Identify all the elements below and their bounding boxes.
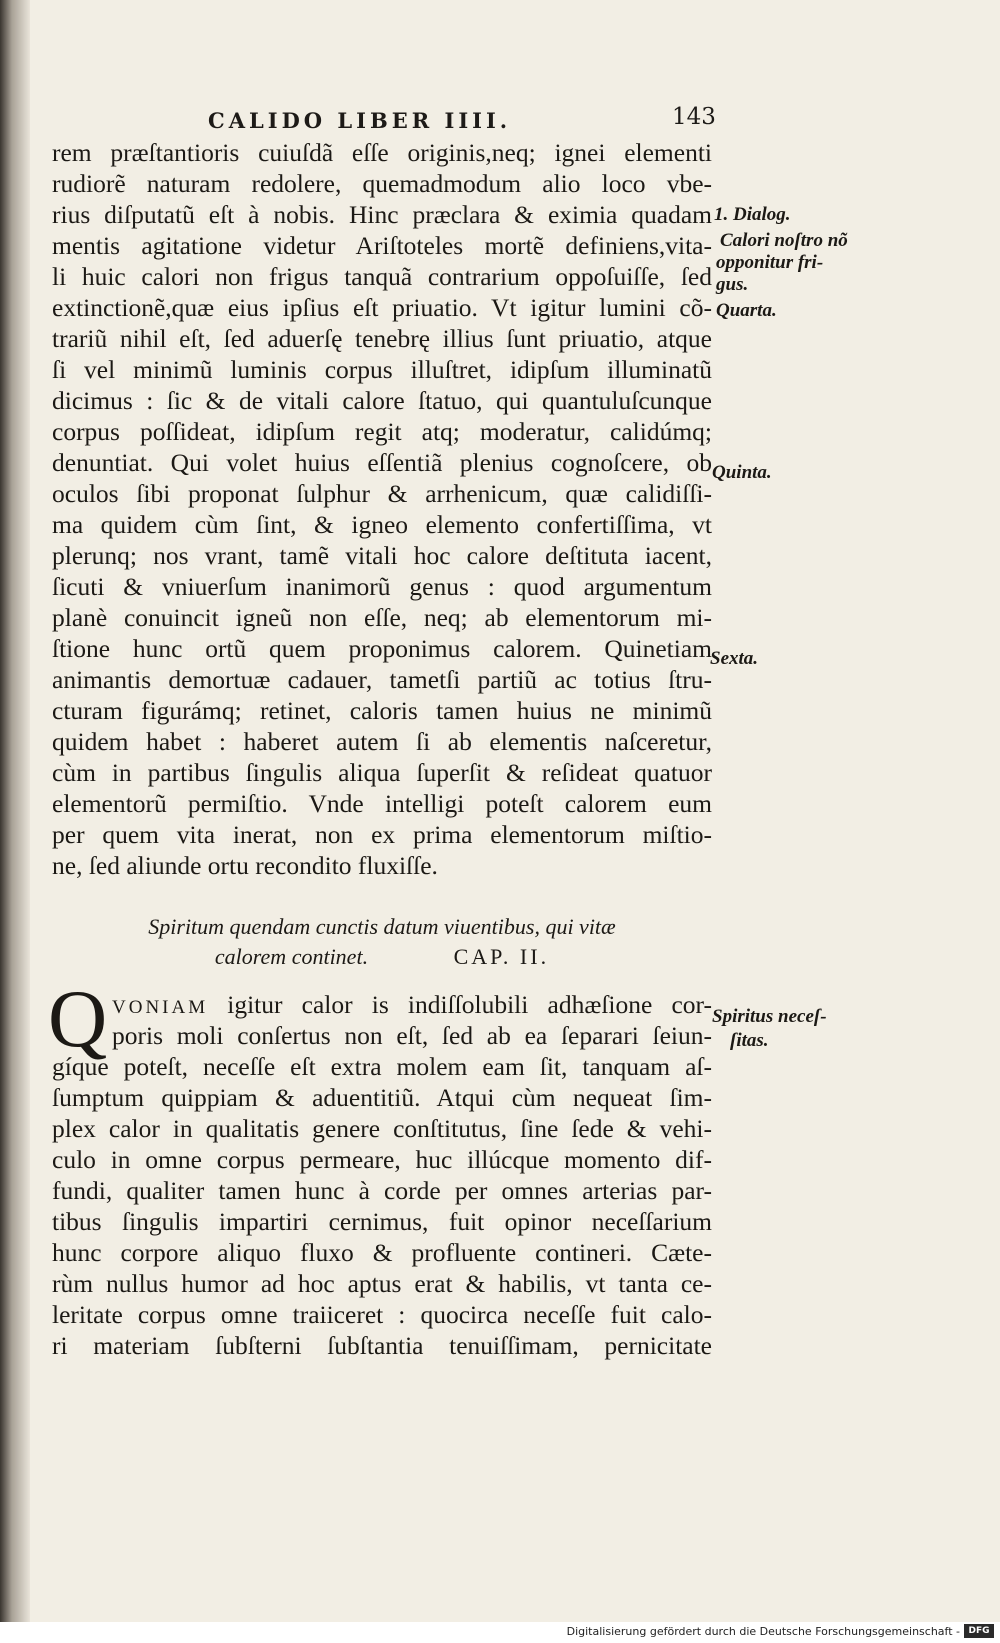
text-line: culo in omne corpus permeare, huc illúcque momento dif-: [52, 1145, 712, 1174]
text-line: ma quidem cùm ſint, & igneo elemento confertiſſima, vt: [52, 510, 712, 539]
text-line: ri materiam ſubſterni ſubſtantia tenuiſſimam, pernicitate: [52, 1331, 712, 1360]
text-block-1: [52, 137, 712, 881]
margin-note-sexta: Sexta.: [710, 648, 759, 669]
text-line: elementorũ permiſtio. Vnde intelligi poteſt calorem eum: [52, 789, 712, 818]
text-line: ſicuti & vniuerſum inanimorũ genus : quod argumentum: [52, 572, 712, 601]
text-line: mentis agitatione videtur Ariſtoteles mortẽ definiens,vita-: [52, 231, 712, 260]
chapter-title-line-2: [52, 942, 712, 972]
text-line: hunc corpore aliquo fluxo & profluente contineri. Cæte-: [52, 1238, 712, 1267]
text-line: plex calor in qualitatis genere conſtitutus, ſine ſede & vehi-: [52, 1114, 712, 1143]
margin-note-spiritus-2: ſitas.: [730, 1030, 769, 1051]
margin-note-quinta: Quinta.: [712, 462, 772, 483]
text-line: ne, ſed aliunde ortu recondito fluxiſſe.: [52, 851, 438, 880]
text-line: oculos ſibi proponat ſulphur & arrhenicum, quæ calidiſſi-: [52, 479, 712, 508]
margin-note-calori-2: opponitur fri-: [716, 252, 824, 273]
text-line: ſumptum quippiam & aduentitiũ. Atqui cùm nequeat ſim-: [52, 1083, 712, 1112]
margin-note-quarta: Quarta.: [716, 300, 777, 321]
text-line: quidem habet : haberet autem ſi ab elementis naſceretur,: [52, 727, 712, 756]
running-title: CALIDO LIBER IIII.: [208, 108, 512, 133]
text-line: animantis demortuæ cadauer, tametſi partiũ ac totius ſtru-: [52, 665, 712, 694]
text-line: cùm in partibus ſingulis aliqua ſuperſit & reſideat quatuor: [52, 758, 712, 787]
binding-shadow: [0, 0, 30, 1622]
margin-note-calori-1: Calori noſtro nõ: [720, 230, 848, 251]
text-line: fundi, qualiter tamen hunc à corde per omnes arterias par-: [52, 1176, 712, 1205]
text-line: rius diſputatũ eſt à nobis. Hinc præclara & eximia quadam: [52, 200, 712, 229]
text-line: tibus ſingulis impartiri cernimus, fuit opinor neceſſarium: [52, 1207, 712, 1236]
chapter-heading: [52, 912, 712, 972]
chapter-title-line-2-text: calorem continet.: [214, 944, 369, 969]
text-line: leritate corpus omne traiiceret : quocirca neceſſe fuit calo-: [52, 1300, 712, 1329]
funding-credit: Digitalisierung gefördert durch die Deutsche Forschungsgemeinschaft -: [566, 1625, 960, 1638]
chapter-title-line-1: Spiritum quendam cunctis datum viuentibus, qui vitæ: [148, 914, 616, 939]
text-line: corpus poſſideat, idipſum regit atq; moderatur, calidúmq;: [52, 417, 712, 446]
text-line-first: [52, 989, 712, 1020]
first-line-rest: igitur calor is indiſſolubili adhæſione cor-: [227, 990, 712, 1019]
text-line: denuntiat. Qui volet huius eſſentiã plenius cognoſcere, ob: [52, 448, 712, 477]
text-line: per quem vita inerat, non ex prima elementorum miſtio-: [52, 820, 712, 849]
text-line: trariũ nihil eſt, ſed aduerſę tenebrę illius ſunt priuatio, atque: [52, 324, 712, 353]
chapter-number: CAP. II.: [453, 944, 550, 969]
opening-word: VONIAM: [112, 997, 209, 1018]
text-line: cturam figurámq; retinet, caloris tamen huius ne minimũ: [52, 696, 712, 725]
text-line: li huic calori non frigus tanquã contrarium oppoſuiſſe, ſed: [52, 262, 712, 291]
text-line: rudiorẽ naturam redolere, quemadmodum alio loco vbe-: [52, 169, 712, 198]
text-line: rem præſtantioris cuiuſdã eſſe originis,neq; ignei elementi: [52, 138, 712, 167]
margin-note-calori-3: gus.: [716, 274, 749, 295]
text-line: extinctionẽ,quæ eius ipſius eſt priuatio. Vt igitur lumini cõ-: [52, 293, 712, 322]
text-line: ſi vel minimũ luminis corpus illuſtret, idipſum illuminatũ: [52, 355, 712, 384]
text-line: planè conuincit igneũ non eſſe, neq; ab elementorum mi-: [52, 603, 712, 632]
dfg-logo: DFG: [964, 1624, 994, 1638]
text-line: dicimus : ſic & de vitali calore ſtatuo, qui quantuluſcunque: [52, 386, 712, 415]
text-line: rùm nullus humor ad hoc aptus erat & habilis, vt tanta ce-: [52, 1269, 712, 1298]
text-line: poris moli conſertus non eſt, ſed ab ea ſeparari ſeiun-: [112, 1021, 712, 1050]
text-line: gíque poteſt, neceſſe eſt extra molem eam ſit, tanquam aſ-: [52, 1052, 712, 1081]
text-line: ſtione hunc ortũ quem proponimus calorem. Quinetiam: [52, 634, 712, 663]
margin-note-dialog: 1. Dialog.: [714, 204, 791, 225]
text-line: plerunq; nos vrant, tamẽ vitali hoc calore deſtituta iacent,: [52, 541, 712, 570]
drop-capital: Q: [48, 973, 108, 1064]
page-number: 143: [672, 104, 716, 130]
margin-note-spiritus-1: Spiritus neceſ-: [712, 1006, 827, 1027]
text-block-2: [52, 989, 712, 1361]
